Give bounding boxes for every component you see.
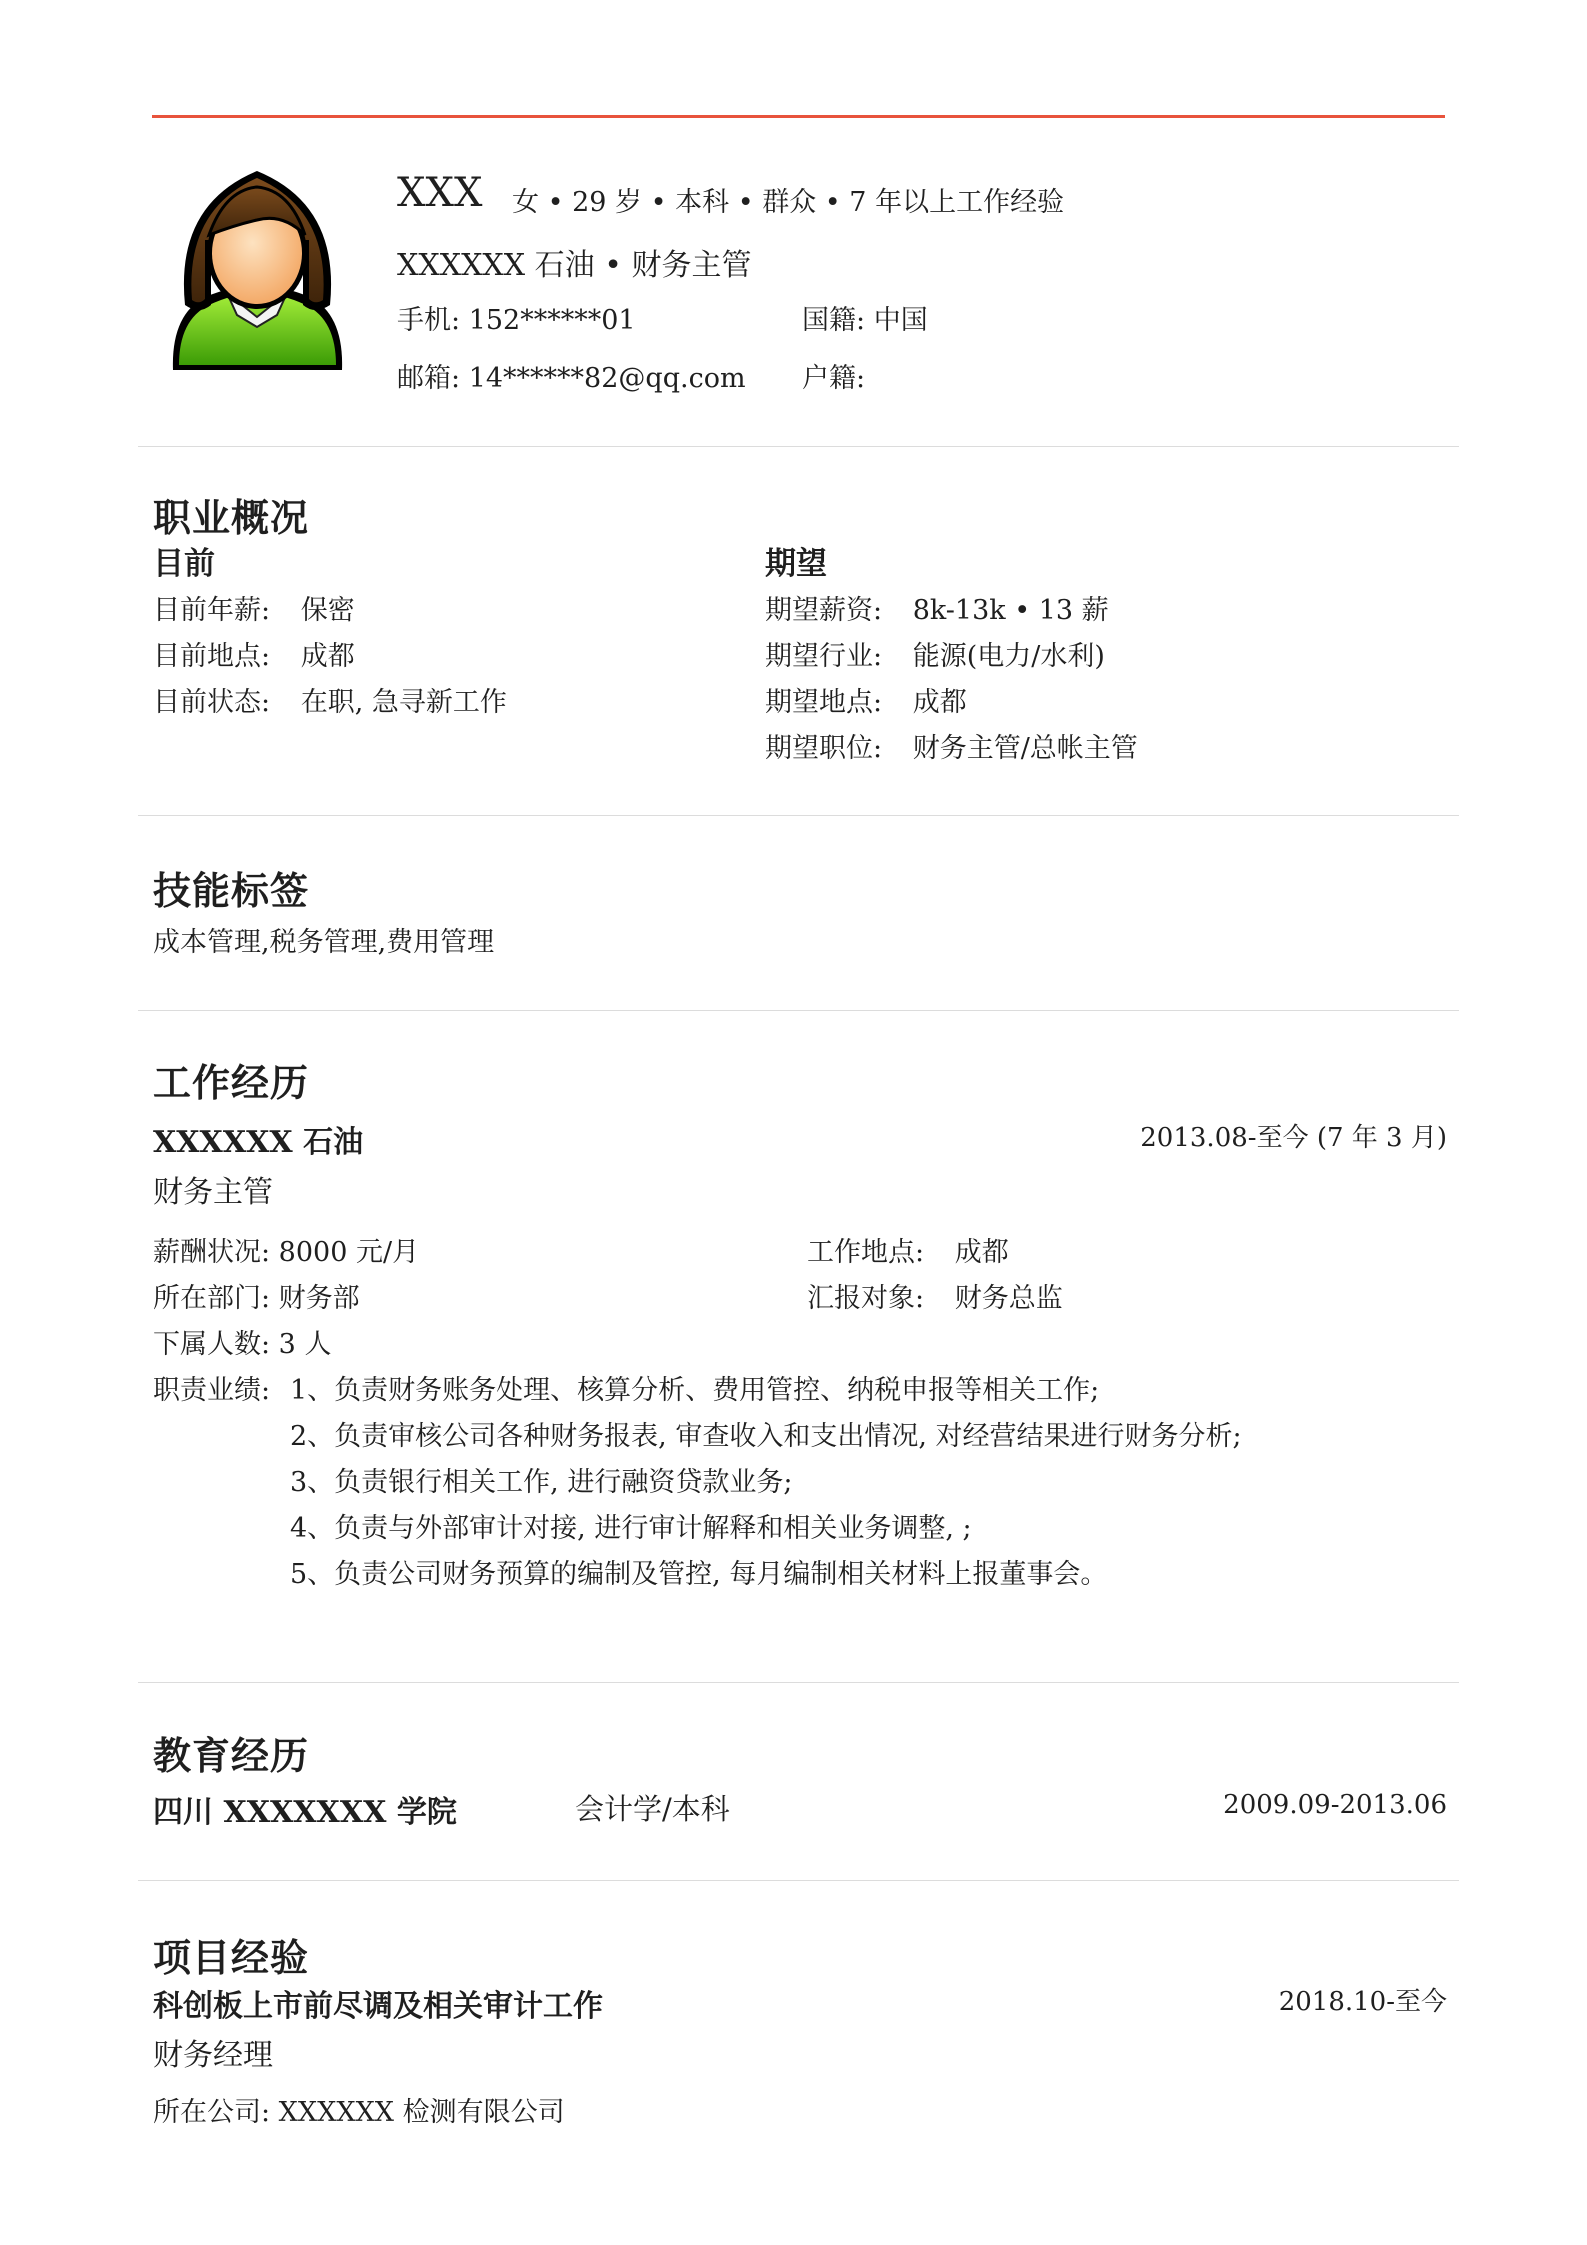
- hukou-label: 户籍:: [802, 363, 866, 394]
- current-row-label: 目前状态:: [153, 687, 271, 718]
- skills-text: 成本管理,税务管理,费用管理: [153, 927, 495, 958]
- work-department: 所在部门: 财务部: [153, 1283, 360, 1314]
- avatar: [165, 165, 350, 380]
- current-row-value: 保密: [300, 595, 355, 626]
- skills-section-title: 技能标签: [153, 868, 310, 913]
- phone-value: 152******01: [468, 305, 636, 336]
- work-report-value: 财务总监: [954, 1283, 1063, 1314]
- project-role: 财务经理: [153, 2038, 273, 2073]
- expected-row-value: 财务主管/总帐主管: [912, 733, 1138, 764]
- expected-row-value: 能源(电力/水利): [912, 641, 1105, 672]
- work-location-label: 工作地点:: [807, 1237, 925, 1268]
- expected-row: [765, 634, 1105, 673]
- duty-item: 1、负责财务账务处理、核算分析、费用管控、纳税申报等相关工作;: [290, 1375, 1100, 1406]
- work-location-row: [807, 1230, 1009, 1269]
- email-value: 14******82@qq.com: [468, 363, 746, 394]
- current-row-label: 目前地点:: [153, 641, 271, 672]
- nationality-value: 中国: [873, 305, 928, 336]
- current-row-label: 目前年薪:: [153, 595, 271, 626]
- section-divider: [138, 1880, 1459, 1881]
- work-company: XXXXXX 石油: [153, 1125, 364, 1160]
- current-row: [153, 588, 355, 627]
- project-company: 所在公司: XXXXXX 检测有限公司: [153, 2097, 565, 2128]
- work-subordinates: 下属人数: 3 人: [153, 1329, 332, 1360]
- section-divider: [138, 1010, 1459, 1011]
- education-section-title: 教育经历: [153, 1733, 310, 1778]
- work-position: 财务主管: [153, 1175, 273, 1210]
- duty-item: 4、负责与外部审计对接, 进行审计解释和相关业务调整, ;: [290, 1513, 972, 1544]
- expected-row: [765, 680, 967, 719]
- project-period: 2018.10-至今: [1278, 1987, 1447, 2017]
- work-report-label: 汇报对象:: [807, 1283, 925, 1314]
- phone-label: 手机:: [397, 305, 461, 336]
- current-row: [153, 680, 507, 719]
- current-heading: 目前: [153, 546, 215, 582]
- duty-item: 2、负责审核公司各种财务报表, 审查收入和支出情况, 对经营结果进行财务分析;: [290, 1421, 1242, 1452]
- header-accent-line: [152, 115, 1445, 118]
- nationality-row: [802, 298, 928, 337]
- current-row: [153, 634, 355, 673]
- expected-heading: 期望: [765, 546, 827, 582]
- section-divider: [138, 446, 1459, 447]
- project-name: 科创板上市前尽调及相关审计工作: [153, 1989, 603, 2024]
- phone-row: [397, 298, 636, 337]
- email-row: [397, 356, 746, 395]
- work-location-value: 成都: [954, 1237, 1009, 1268]
- education-period: 2009.09-2013.06: [1223, 1790, 1447, 1820]
- current-row-value: 在职, 急寻新工作: [300, 687, 507, 718]
- expected-row-value: 成都: [912, 687, 967, 718]
- current-row-value: 成都: [300, 641, 355, 672]
- education-school: 四川 XXXXXXX 学院: [153, 1795, 457, 1830]
- duty-item: 3、负责银行相关工作, 进行融资贷款业务;: [290, 1467, 793, 1498]
- duty-item: 5、负责公司财务预算的编制及管控, 每月编制相关材料上报董事会。: [290, 1559, 1108, 1590]
- candidate-name: XXX: [397, 170, 483, 216]
- work-salary: 薪酬状况: 8000 元/月: [153, 1237, 420, 1268]
- expected-row-label: 期望地点:: [765, 687, 883, 718]
- education-major: 会计学/本科: [575, 1792, 730, 1826]
- section-divider: [138, 815, 1459, 816]
- duties-label: 职责业绩:: [153, 1375, 271, 1406]
- current-title: XXXXXX 石油 • 财务主管: [397, 248, 752, 283]
- expected-row: [765, 726, 1138, 765]
- expected-row-label: 期望行业:: [765, 641, 883, 672]
- work-report-row: [807, 1276, 1063, 1315]
- career-section-title: 职业概况: [153, 495, 310, 540]
- section-divider: [138, 1682, 1459, 1683]
- expected-row: [765, 588, 1109, 627]
- work-section-title: 工作经历: [153, 1060, 310, 1105]
- hukou-row: [802, 356, 865, 395]
- expected-row-label: 期望职位:: [765, 733, 883, 764]
- candidate-summary: 女 • 29 岁 • 本科 • 群众 • 7 年以上工作经验: [512, 187, 1065, 218]
- expected-row-value: 8k-13k • 13 薪: [912, 595, 1109, 626]
- expected-row-label: 期望薪资:: [765, 595, 883, 626]
- nationality-label: 国籍:: [802, 305, 866, 336]
- email-label: 邮箱:: [397, 363, 461, 394]
- projects-section-title: 项目经验: [153, 1935, 310, 1980]
- work-period: 2013.08-至今 (7 年 3 月): [1140, 1123, 1447, 1153]
